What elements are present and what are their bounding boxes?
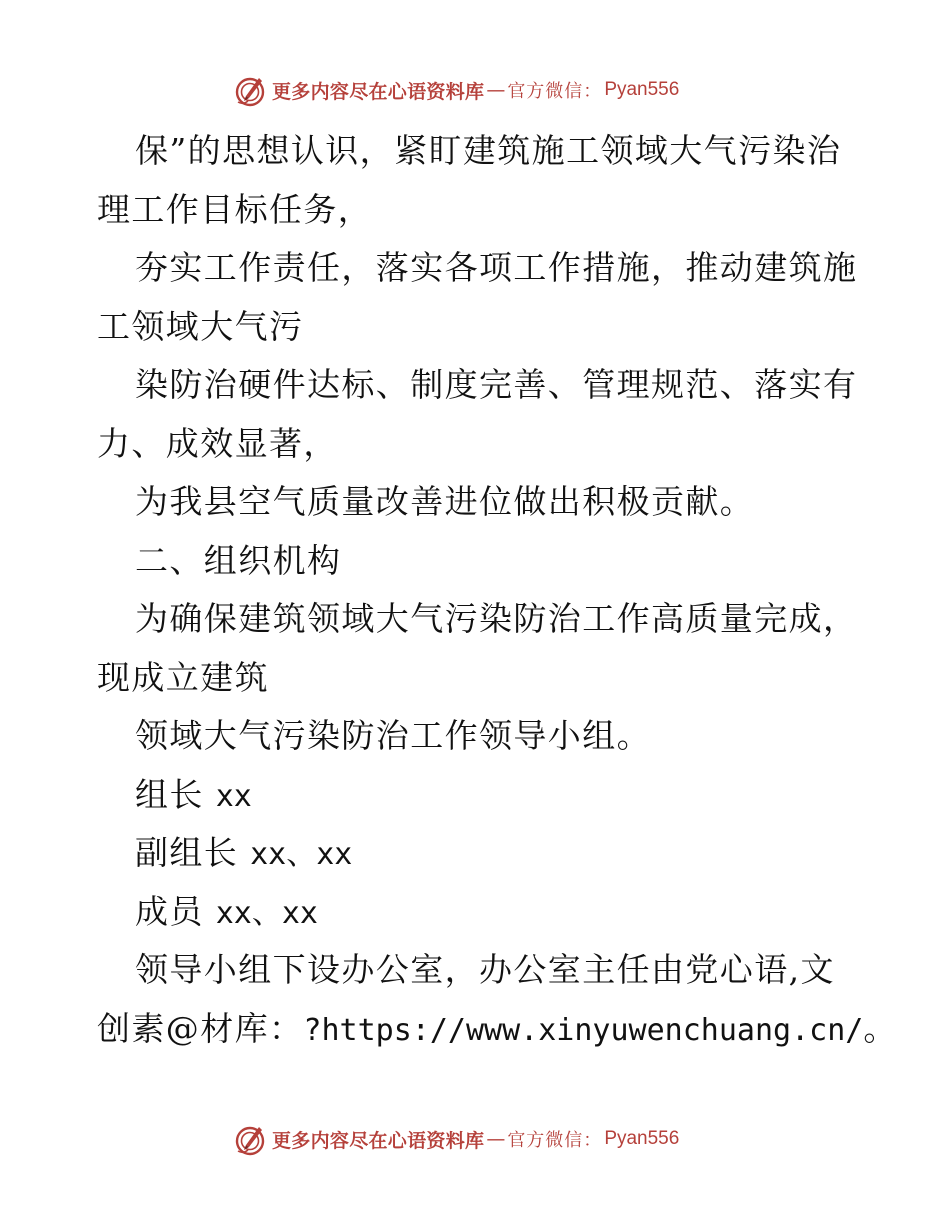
header-banner	[232, 72, 679, 108]
banner-wechat-id: Pyan556	[604, 1128, 680, 1149]
text-line: 染防治硬件达标、制度完善、管理规范、落实有	[135, 365, 858, 404]
banner-wechat-id: Pyan556	[604, 79, 680, 100]
text-line: 领域大气污染防治工作领导小组。	[135, 716, 651, 755]
text-line: 领导小组下设办公室，办公室主任由党心语,文	[135, 950, 835, 989]
closing-url-line	[97, 1000, 898, 1059]
quill-pen-logo-icon	[232, 72, 268, 108]
text-line: 理工作目标任务，	[97, 189, 373, 229]
quill-pen-logo-icon	[232, 1121, 268, 1157]
closing-prefix: 创素@材库：	[97, 1008, 304, 1048]
banner-dash: —	[486, 79, 506, 101]
member-value: xx、xx	[215, 895, 318, 931]
text-line: 现成立建筑	[97, 657, 269, 697]
leader-line	[97, 766, 857, 825]
leader-label: 组长	[135, 774, 204, 814]
document-body	[97, 122, 898, 1058]
text-line: 夯实工作责任，落实各项工作措施，推动建筑施	[135, 248, 858, 287]
member-label: 成员	[135, 891, 204, 931]
text-line: 保”的思想认识，紧盯建筑施工领域大气污染治	[135, 131, 842, 170]
closing-suffix: 。	[863, 1008, 898, 1048]
section-heading: 二、组织机构	[135, 540, 342, 580]
banner-official-label: 官方微信：	[507, 1130, 603, 1151]
text-line: 工领域大气污	[97, 306, 304, 346]
text-line: 力、成效显著，	[97, 423, 338, 463]
text-line: 为确保建筑领域大气污染防治工作高质量完成，	[135, 599, 858, 638]
text-line: 为我县空气质量改善进位做出积极贡献。	[135, 482, 755, 521]
leader-value: xx	[215, 778, 252, 814]
banner-promo-text: 更多内容尽在心语资料库	[272, 1129, 485, 1152]
deputy-label: 副组长	[135, 833, 239, 872]
member-line	[97, 883, 857, 942]
footer-banner	[232, 1121, 679, 1157]
closing-url: ?https://www.xinyuwenchuang.cn/	[303, 1012, 864, 1048]
banner-promo-text: 更多内容尽在心语资料库	[272, 80, 485, 103]
banner-dash: —	[486, 1128, 506, 1150]
deputy-value: xx、xx	[250, 837, 353, 872]
banner-official-label: 官方微信：	[507, 81, 603, 102]
deputy-line	[97, 824, 857, 883]
